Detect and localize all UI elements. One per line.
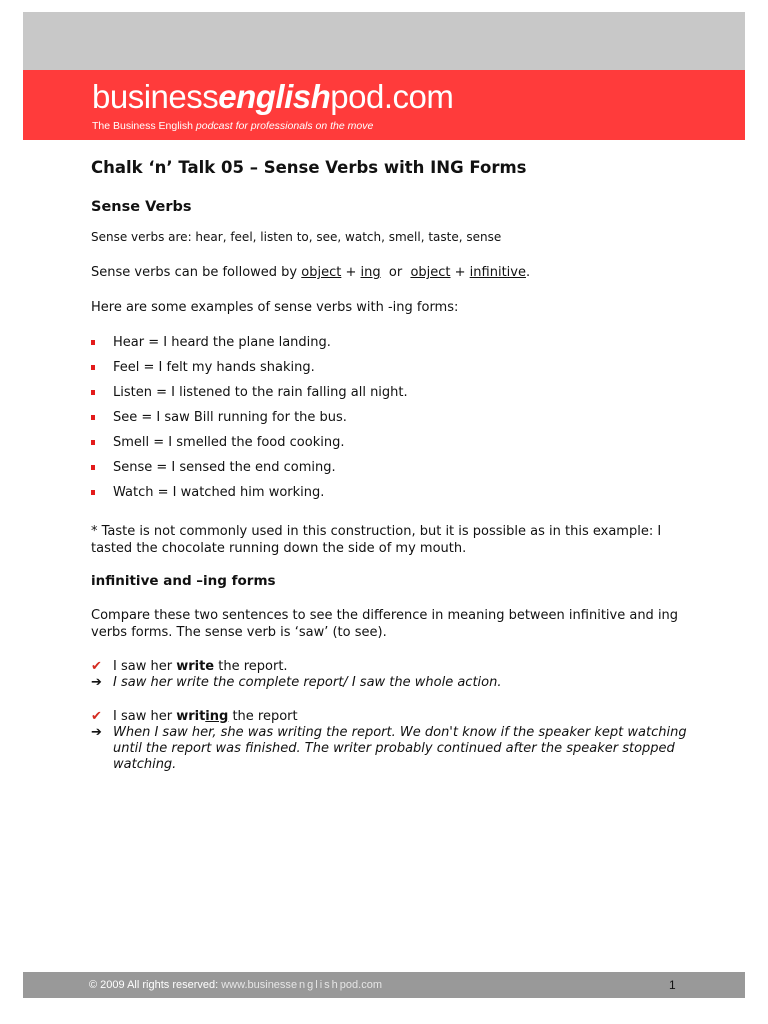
site-tagline: The Business English podcast for professionals on the move [92,120,374,132]
list-item: Feel = I felt my hands shaking. [91,359,691,384]
page-footer [23,972,745,998]
arrow-right-icon: ➔ [91,725,102,740]
list-item: Listen = I listened to the rain falling all night. [91,384,691,409]
example-explanation: ➔ I saw her write the complete report/ I saw the whole action. [91,675,502,690]
list-item: Sense = I sensed the end coming. [91,459,691,484]
bullet-icon [91,440,95,445]
bullet-icon [91,415,95,420]
page-title: Chalk ‘n’ Talk 05 – Sense Verbs with ING Forms [91,158,527,177]
list-item: Watch = I watched him working. [91,484,691,509]
example-infinitive [91,659,691,691]
header-top-bar [23,12,745,70]
example-ing [91,709,691,773]
page-number: 1 [669,978,676,992]
examples-list [91,334,691,509]
checkmark-icon: ✔ [91,659,102,674]
section-heading-sense-verbs: Sense Verbs [91,199,192,215]
header-banner [23,70,745,140]
examples-intro: Here are some examples of sense verbs with -ing forms: [91,300,459,315]
bullet-icon [91,390,95,395]
site-logo: businessenglishpod.com [92,78,454,115]
footer-site-link[interactable]: www.businessenglishpod.com [221,979,382,991]
list-item: Hear = I heard the plane landing. [91,334,691,359]
list-item: See = I saw Bill running for the bus. [91,409,691,434]
sense-verbs-rule: Sense verbs can be followed by object + ing or object + infinitive. [91,265,531,280]
taste-note: * Taste is not commonly used in this construction, but it is possible as in this example: I tasted the chocolate running down the side of my mouth. [91,524,662,556]
arrow-right-icon: ➔ [91,675,102,690]
document-body [91,158,691,791]
list-item: Smell = I smelled the food cooking. [91,434,691,459]
bullet-icon [91,340,95,345]
bullet-icon [91,465,95,470]
footer-copyright: © 2009 All rights reserved: www.businessenglishpod.com [89,979,382,991]
checkmark-icon: ✔ [91,709,102,724]
example-sentence: ✔ I saw her writing the report [91,709,298,724]
bullet-icon [91,365,95,370]
compare-intro: Compare these two sentences to see the difference in meaning between infinitive and ing verbs forms. The sense verb is ‘saw’ (to see). [91,608,679,640]
sense-verbs-intro: Sense verbs are: hear, feel, listen to, see, watch, smell, taste, sense [91,230,502,244]
section-heading-infinitive-ing: infinitive and –ing forms [91,573,276,589]
example-explanation: ➔ When I saw her, she was writing the report. We don't know if the speaker kept watching until the report was finished. The writer probably continued after the speaker stopped watching. [91,725,687,772]
example-sentence: ✔ I saw her write the report. [91,659,288,674]
bullet-icon [91,490,95,495]
